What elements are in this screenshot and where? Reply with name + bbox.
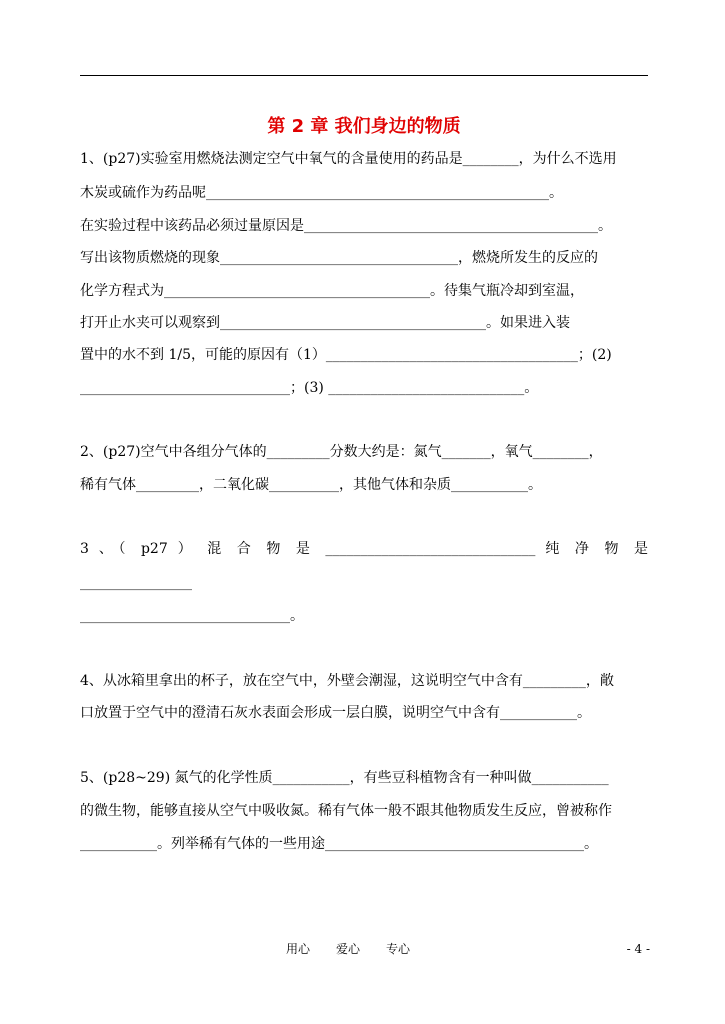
header-rule xyxy=(80,75,648,76)
question-1-line-4: 写出该物质燃烧的现象__________________________________，燃烧所发生的反应的 xyxy=(80,250,598,266)
question-4-line-2: 口放置于空气中的澄清石灰水表面会形成一层白膜，说明空气中含有___________。 xyxy=(80,705,591,721)
question-1-line-2: 木炭或硫作为药品呢_________________________________________________。 xyxy=(80,185,563,201)
chapter-title: 第 2 章 我们身边的物质 xyxy=(267,116,461,137)
footer-text-3: 专心 xyxy=(386,942,411,956)
question-1-line-5: 化学方程式为______________________________________。待集气瓶冷却到室温， xyxy=(80,283,584,299)
question-3-line-1: 3 、（ p27 ） 混 合 物 是 ______________________________ 纯 净 物 是 xyxy=(80,541,648,557)
question-1-line-3: 在实验过程中该药品必须过量原因是__________________________________________。 xyxy=(80,218,612,234)
question-1-line-8: ______________________________；(3) ____________________________。 xyxy=(80,380,539,396)
question-2-line-2: 稀有气体_________，二氧化碳__________，其他气体和杂质___________。 xyxy=(80,477,542,493)
question-1-line-1: 1、(p27)实验室用燃烧法测定空气中氧气的含量使用的药品是________，为什么不选用 xyxy=(80,151,617,167)
question-1-line-6: 打开止水夹可以观察到______________________________________。如果进入装 xyxy=(80,315,570,331)
page-footer xyxy=(0,940,725,958)
page-number: - 4 - xyxy=(626,942,650,956)
footer-text-2: 爱心 xyxy=(336,942,361,956)
question-5-line-1: 5、(p28~29) 氮气的化学性质___________，有些豆科植物含有一种叫做___________ xyxy=(80,770,609,786)
question-1-line-7: 置中的水不到 1/5，可能的原因有（1）____________________________________；(2) xyxy=(80,347,612,363)
question-3-line-2: ________________ xyxy=(80,575,192,591)
question-2-line-1: 2、(p27)空气中各组分气体的_________分数大约是：氮气_______，氧气________， xyxy=(80,444,603,460)
question-5-line-3: ___________。列举稀有气体的一些用途_____________________________________。 xyxy=(80,836,598,852)
question-4-line-1: 4、从冰箱里拿出的杯子，放在空气中，外壁会潮湿，这说明空气中含有_________，敞 xyxy=(80,673,614,689)
question-3-line-3: ______________________________。 xyxy=(80,608,304,624)
footer-text-1: 用心 xyxy=(286,942,311,956)
question-5-line-2: 的微生物，能够直接从空气中吸收氮。稀有气体一般不跟其他物质发生反应，曾被称作 xyxy=(80,803,612,819)
